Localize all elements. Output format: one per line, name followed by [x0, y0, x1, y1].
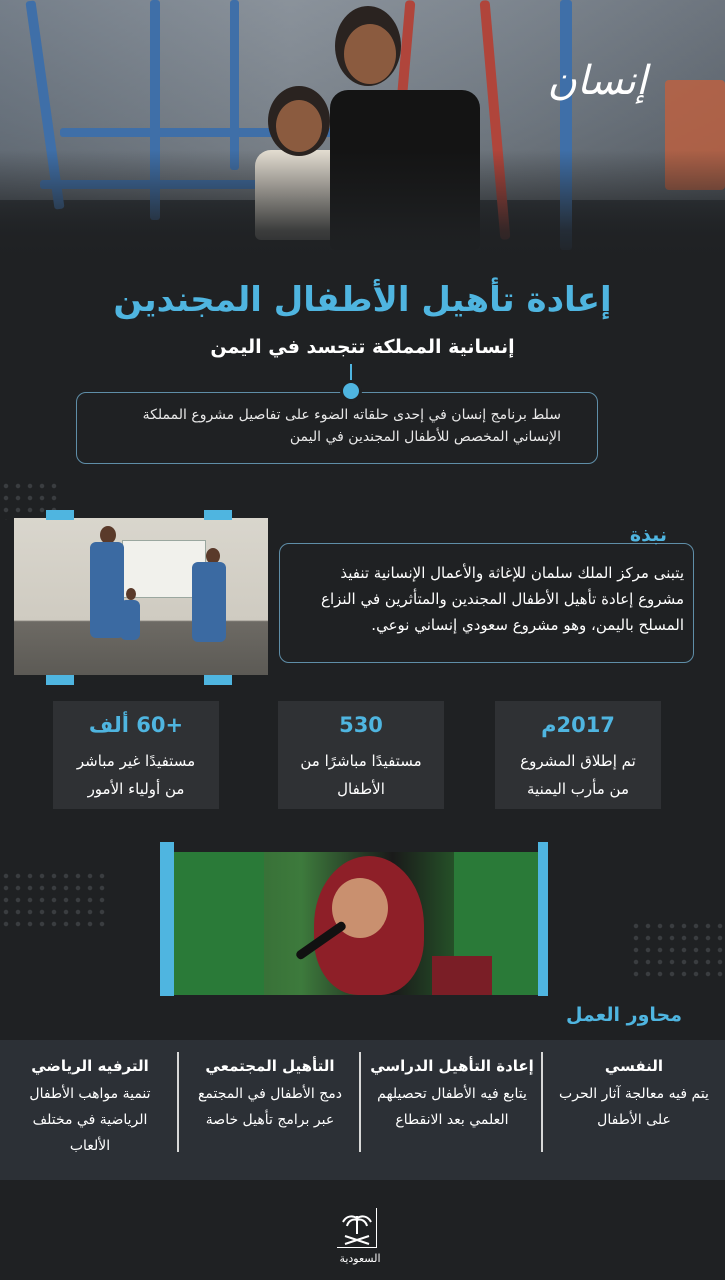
flag-left — [174, 852, 264, 995]
stat-number: +60 ألف — [88, 713, 184, 737]
axis-line: يتابع فيه الأطفال تحصيلهم — [377, 1086, 527, 1102]
axis-title: الترفيه الرياضي — [31, 1057, 149, 1075]
axis-line: على الأطفال — [597, 1112, 671, 1128]
axis-line: تنمية مواهب الأطفال — [29, 1086, 151, 1102]
dot-pattern — [0, 870, 110, 930]
stat-card-direct — [278, 701, 444, 809]
saudi-logo-text: السعودية — [339, 1252, 381, 1265]
speaker-photo — [174, 852, 538, 995]
stat-description — [53, 747, 219, 803]
page-title: إعادة تأهيل الأطفال المجندين — [113, 280, 612, 320]
photo-corner — [204, 675, 232, 685]
axis-line: يتم فيه معالجة آثار الحرب — [559, 1086, 709, 1102]
axis-description — [0, 1081, 180, 1159]
axis-line: دمج الأطفال في المجتمع — [197, 1086, 343, 1102]
photo-corner — [204, 510, 232, 520]
stat-description — [495, 747, 661, 803]
stat-line: مستفيدًا غير مباشر — [76, 752, 196, 770]
stat-card-indirect — [53, 701, 219, 809]
hero-fade — [0, 150, 725, 265]
photo-corner — [46, 675, 74, 685]
axes-title: محاور العمل — [565, 1004, 682, 1026]
axis-description — [544, 1081, 724, 1133]
children-football-photo — [14, 518, 268, 675]
axis-description — [362, 1081, 542, 1133]
axis-title: التأهيل المجتمعي — [205, 1057, 335, 1075]
axis-psychological — [544, 1052, 724, 1168]
about-title: نبذة — [629, 524, 667, 546]
hero-image — [0, 0, 725, 265]
axis-community — [180, 1052, 360, 1168]
photo-corner — [46, 510, 74, 520]
axis-description — [180, 1081, 360, 1133]
axis-line: عبر برامج تأهيل خاصة — [205, 1112, 335, 1128]
axis-line: العلمي بعد الانقطاع — [395, 1112, 509, 1128]
dot-pattern — [630, 920, 725, 980]
boy-figure — [120, 600, 140, 640]
stat-description — [278, 747, 444, 803]
photo-frame-bar — [538, 842, 548, 996]
photo-frame-bar — [160, 842, 174, 996]
child-face — [276, 100, 322, 152]
playground-bar — [230, 0, 239, 170]
axis-education — [362, 1052, 542, 1168]
axis-title: النفسي — [604, 1057, 664, 1075]
stat-line: من أولياء الأمور — [87, 780, 185, 798]
about-text: يتبنى مركز الملك سلمان للإغاثة والأعمال الإنسانية تنفيذ مشروع إعادة تأهيل الأطفال المجندين والمتأثرين في النزاع المسلح باليمن، وهو مشروع سعودي إنساني نوعي. — [321, 564, 684, 634]
boy-figure — [90, 542, 124, 638]
axis-sports — [0, 1052, 180, 1168]
intro-dot-icon — [340, 380, 362, 402]
palm-swords-icon — [340, 1212, 374, 1248]
stat-line: من مأرب اليمنية — [527, 780, 629, 798]
child-face — [344, 24, 396, 84]
boy-figure — [192, 562, 226, 642]
book — [432, 956, 492, 995]
stat-line: مستفيدًا مباشرًا من — [300, 752, 422, 770]
intro-text: سلط برنامج إنسان في إحدى حلقاته الضوء على تفاصيل مشروع المملكة الإنساني المخصص للأطفال المجندين في اليمن — [142, 407, 561, 445]
ensan-logo: إنسان — [547, 58, 647, 104]
stat-card-launch — [495, 701, 661, 809]
boy-head — [126, 588, 136, 600]
stat-number: 530 — [339, 713, 383, 737]
axis-line: الألعاب — [69, 1138, 111, 1154]
stat-number: 2017م — [541, 713, 615, 737]
axis-title: إعادة التأهيل الدراسي — [370, 1057, 534, 1075]
page-subtitle: إنسانية المملكة تتجسد في اليمن — [210, 336, 515, 358]
axis-line: الرياضية في مختلف — [32, 1112, 148, 1128]
stat-line: تم إطلاق المشروع — [520, 752, 636, 770]
stat-line: الأطفال — [337, 780, 385, 798]
